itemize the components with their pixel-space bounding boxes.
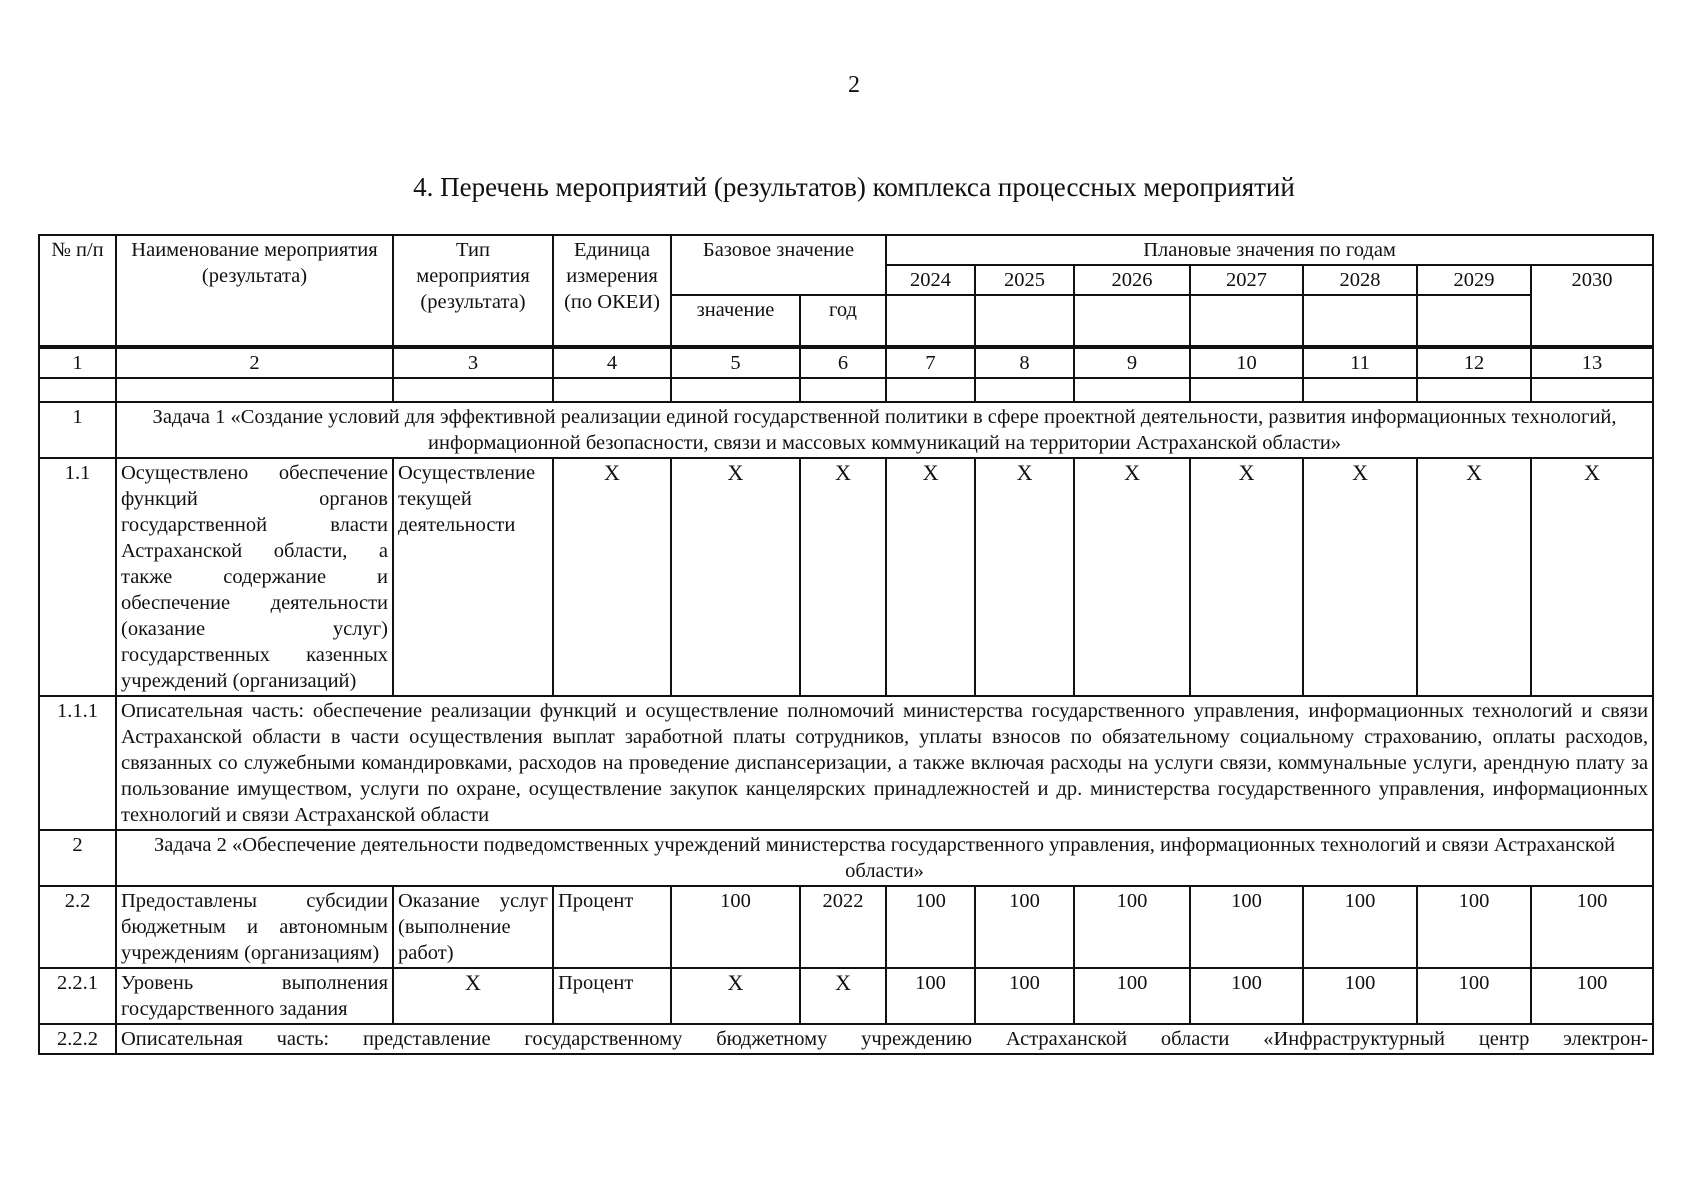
cell-value: Х [800,458,886,696]
header-base: Базовое значение [671,235,886,295]
cell-value: 100 [886,886,975,968]
cell-value: Х [671,968,800,1024]
cell-value: 100 [1190,886,1303,968]
row-number: 1.1 [39,458,116,696]
cell-value: Х [1190,458,1303,696]
measure-unit: Процент [553,968,671,1024]
column-number: 12 [1417,347,1531,378]
task-row [39,402,1653,458]
cell-value: 100 [1303,886,1417,968]
measure-name: Осуществлено обеспечение функций органов государственной власти Астраханской области, а также содержание и обеспечение деятельности (оказание услуг) государственных казенных учреждений (организаций) [116,458,393,696]
column-number: 11 [1303,347,1417,378]
row-number: 1 [39,402,116,458]
header-year: 2028 [1303,265,1417,295]
cell-value: 100 [671,886,800,968]
description-text: Описательная часть: обеспечение реализации функций и осуществление полномочий министерства государственного управления, информационных технологий и связи Астраханской области в части осуществления выплат заработной платы сотрудников, уплаты взносов по обязательному социальному страхованию, оплаты расходов, связанных со служебными командировками, расходов на проведение диспансеризации, а также включая расходы на услуги связи, коммунальные услуги, арендную плату за пользование имуществом, услуги по охране, осуществление закупок канцелярских принадлежностей и др. министерства государственного управления, информационных технологий и связи Астраханской области [116,696,1653,830]
column-number: 9 [1074,347,1190,378]
column-number: 5 [671,347,800,378]
task-row [39,830,1653,886]
cell-value: 100 [1417,968,1531,1024]
row-number: 2 [39,830,116,886]
column-number: 10 [1190,347,1303,378]
row-number: 1.1.1 [39,696,116,830]
header-planned: Плановые значения по годам [886,235,1653,265]
measure-unit: Процент [553,886,671,968]
column-number: 1 [39,347,116,378]
header-year: 2026 [1074,265,1190,295]
header-year: 2025 [975,265,1074,295]
row-number: 2.2 [39,886,116,968]
description-row [39,1024,1653,1054]
task-description: Задача 1 «Создание условий для эффективной реализации единой государственной политики в сфере проектной деятельности, развития информационных технологий, информационной безопасности, связи и массовых коммуникаций на территории Астраханской области» [116,402,1653,458]
cell-value: 100 [1190,968,1303,1024]
header-base-value: значение [671,295,800,347]
row-number: 2.2.2 [39,1024,116,1054]
header-name: Наименование мероприятия (результата) [116,235,393,347]
cell-value: Х [671,458,800,696]
cell-value: 100 [975,968,1074,1024]
measure-name: Уровень выполнения государственного задания [116,968,393,1024]
cell-value: Х [1303,458,1417,696]
measure-name: Предоставлены субсидии бюджетным и автономным учреждениям (организациям) [116,886,393,968]
measure-type: Х [393,968,553,1024]
cell-value: 100 [886,968,975,1024]
column-number: 8 [975,347,1074,378]
column-number: 2 [116,347,393,378]
cell-value: 100 [975,886,1074,968]
measures-table [38,234,1654,1055]
measure-row [39,968,1653,1024]
column-number: 13 [1531,347,1653,378]
row-number: 2.2.1 [39,968,116,1024]
measure-type: Оказание услуг (выполнение работ) [393,886,553,968]
header-no: № п/п [39,235,116,347]
cell-value: Х [1531,458,1653,696]
header-year: 2024 [886,265,975,295]
page-number: 2 [848,72,860,98]
cell-value: Х [886,458,975,696]
header-type: Тип мероприятия (результата) [393,235,553,347]
header-year: 2027 [1190,265,1303,295]
header-row-1 [39,235,1653,265]
cell-value: Х [975,458,1074,696]
header-year: 2029 [1417,265,1531,295]
cell-value: 100 [1531,968,1653,1024]
cell-value: Х [553,458,671,696]
spacer-row [39,378,1653,402]
description-text: Описательная часть: представление государственному бюджетному учреждению Астраханской области «Инфраструктурный центр электрон- [116,1024,1653,1054]
cell-value: 2022 [800,886,886,968]
document-title: 4. Перечень мероприятий (результатов) комплекса процессных мероприятий [413,172,1295,202]
cell-value: Х [1074,458,1190,696]
header-year: 2030 [1531,265,1653,347]
measure-type: Осуществление текущей деятельности [393,458,553,696]
measure-row [39,886,1653,968]
cell-value: 100 [1074,886,1190,968]
cell-value: 100 [1074,968,1190,1024]
header-base-year: год [800,295,886,347]
cell-value: Х [800,968,886,1024]
measure-row [39,458,1653,696]
header-unit: Единица измерения (по ОКЕИ) [553,235,671,347]
cell-value: 100 [1531,886,1653,968]
column-numbers-row [39,347,1653,378]
task-description: Задача 2 «Обеспечение деятельности подведомственных учреждений министерства государственного управления, информационных технологий и связи Астраханской области» [116,830,1653,886]
cell-value: Х [1417,458,1531,696]
cell-value: 100 [1417,886,1531,968]
cell-value: 100 [1303,968,1417,1024]
column-number: 4 [553,347,671,378]
description-row [39,696,1653,830]
column-number: 7 [886,347,975,378]
column-number: 3 [393,347,553,378]
column-number: 6 [800,347,886,378]
